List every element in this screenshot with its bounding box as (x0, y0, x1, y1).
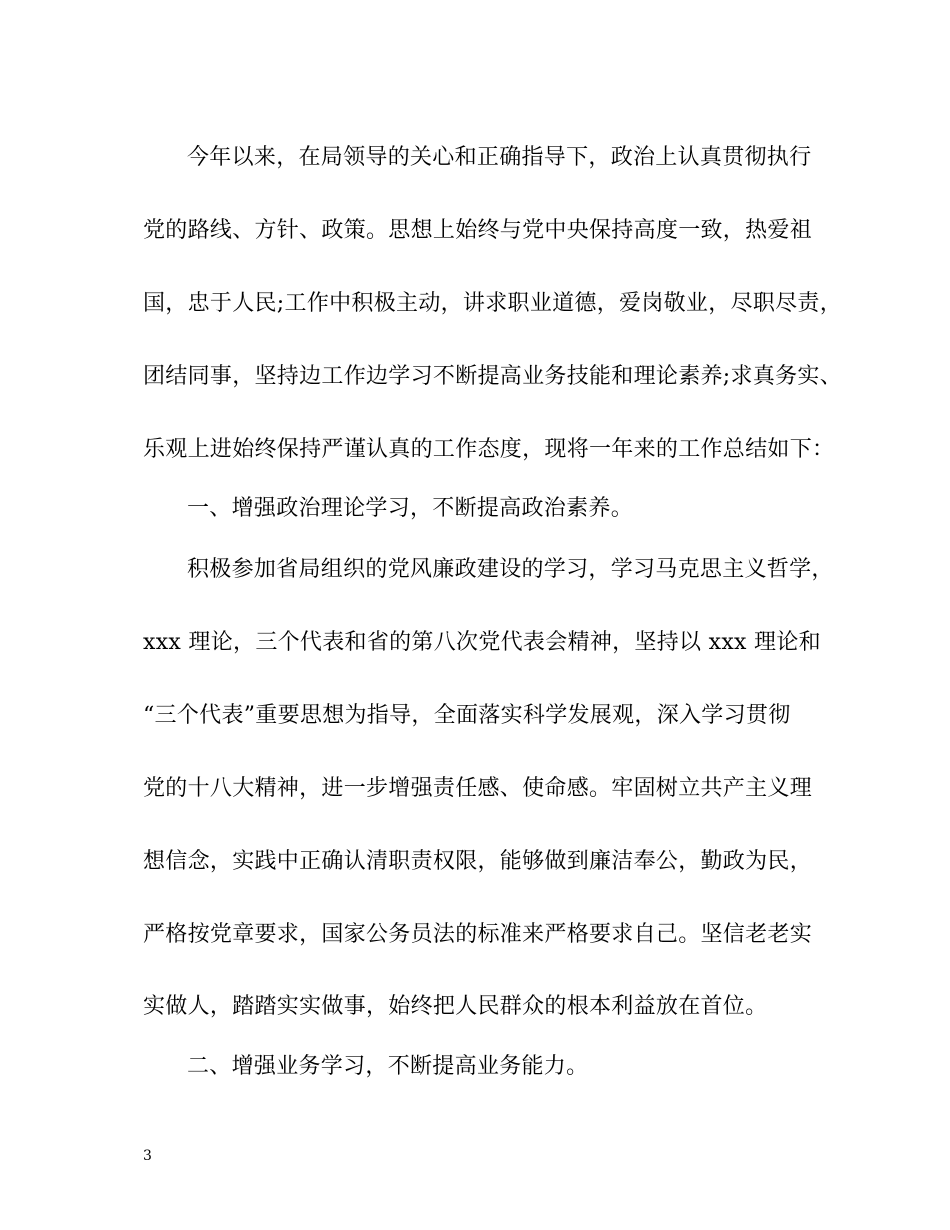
paragraph-line: 积极参加省局组织的党风廉政建设的学习，学习马克思主义哲学， (187, 557, 834, 582)
page-number: 3 (143, 1148, 152, 1164)
paragraph-line: 团结同事，坚持边工作边学习不断提高业务技能和理论素养;求真务实、 (143, 364, 843, 389)
paragraph-line: 国，忠于人民;工作中积极主动，讲求职业道德，爱岗敬业，尽职尽责， (143, 291, 843, 316)
section-heading: 二、增强业务学习，不断提高业务能力。 (187, 1054, 589, 1079)
paragraph-line: 党的路线、方针、政策。思想上始终与党中央保持高度一致，热爱祖 (143, 218, 813, 243)
paragraph-line: “三个代表”重要思想为指导，全面落实科学发展观，深入学习贯彻 (143, 703, 791, 728)
paragraph-line: 严格按党章要求，国家公务员法的标准来严格要求自己。坚信老老实 (143, 922, 813, 947)
paragraph-line: xxx 理论，三个代表和省的第八次党代表会精神，坚持以 xxx 理论和 (143, 630, 821, 655)
paragraph-line: 想信念，实践中正确认清职责权限，能够做到廉洁奉公，勤政为民， (143, 849, 813, 874)
section-heading: 一、增强政治理论学习，不断提高政治素养。 (187, 496, 634, 521)
paragraph-line: 今年以来，在局领导的关心和正确指导下，政治上认真贯彻执行 (187, 145, 812, 170)
paragraph-line: 乐观上进始终保持严谨认真的工作态度，现将一年来的工作总结如下： (143, 437, 835, 462)
paragraph-line: 党的十八大精神，进一步增强责任感、使命感。牢固树立共产主义理 (143, 776, 813, 801)
paragraph-line: 实做人，踏踏实实做事，始终把人民群众的根本利益放在首位。 (143, 994, 768, 1019)
